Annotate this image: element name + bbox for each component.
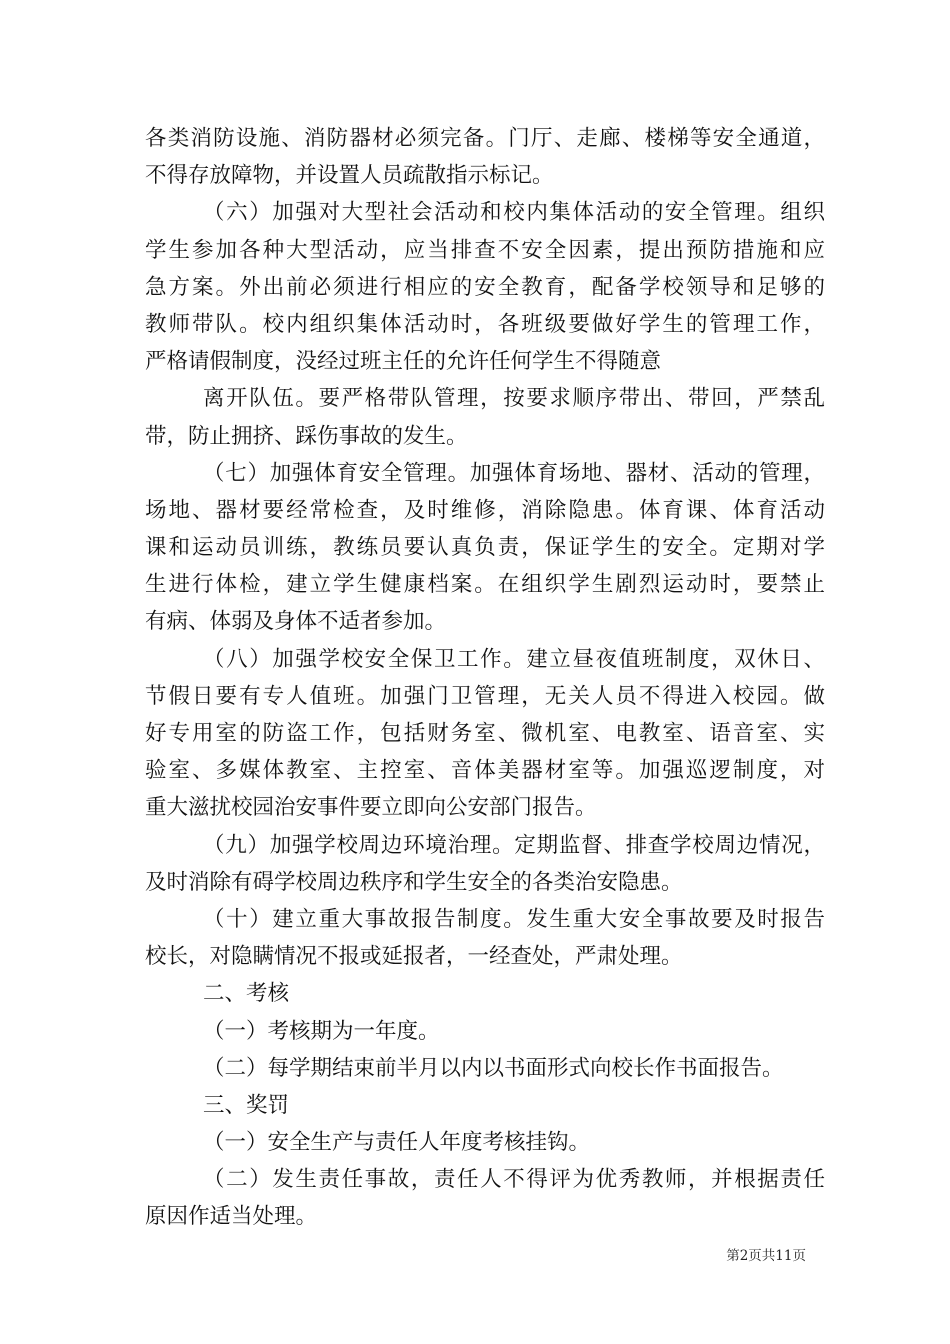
text-line: 严格请假制度，没经过班主任的允许任何学生不得随意	[145, 349, 662, 375]
text-line: （一）安全生产与责任人年度考核挂钩。	[203, 1130, 591, 1156]
text-line: （一）考核期为一年度。	[203, 1018, 440, 1044]
text-line: （八）加强学校安全保卫工作。建立昼夜值班制度，双休日、	[203, 646, 825, 672]
text-line: （二）每学期结束前半月以内以书面形式向校长作书面报告。	[203, 1055, 784, 1081]
body-text	[145, 120, 825, 1236]
text-line: 场地、器材要经常检查，及时维修，消除隐患。体育课、体育活动	[145, 497, 825, 523]
text-line: 有病、体弱及身体不适者参加。	[145, 609, 447, 635]
text-line: 原因作适当处理。	[145, 1204, 318, 1230]
text-line: （十）建立重大事故报告制度。发生重大安全事故要及时报告	[203, 906, 825, 932]
text-line: 重大滋扰校园治安事件要立即向公安部门报告。	[145, 795, 597, 821]
text-line: 不得存放障物，并设置人员疏散指示标记。	[145, 163, 554, 189]
page-number: 第2页共11页	[726, 1248, 806, 1264]
text-line: （九）加强学校周边环境治理。定期监督、排查学校周边情况，	[203, 832, 825, 858]
text-line: 各类消防设施、消防器材必须完备。门厅、走廊、楼梯等安全通道，	[145, 126, 825, 151]
text-line: 课和运动员训练，教练员要认真负责，保证学生的安全。定期对学	[145, 535, 825, 561]
text-line: 带，防止拥挤、踩伤事故的发生。	[145, 423, 468, 449]
text-line: 离开队伍。要严格带队管理，按要求顺序带出、带回，严禁乱	[203, 386, 825, 412]
text-line: 节假日要有专人值班。加强门卫管理，无关人员不得进入校园。做	[145, 683, 825, 709]
text-line: （七）加强体育安全管理。加强体育场地、器材、活动的管理，	[203, 460, 825, 486]
text-line: 好专用室的防盗工作，包括财务室、微机室、电教室、语音室、实	[145, 721, 825, 746]
text-line: 教师带队。校内组织集体活动时，各班级要做好学生的管理工作，	[145, 311, 825, 337]
text-line: 及时消除有碍学校周边秩序和学生安全的各类治安隐患。	[145, 869, 683, 895]
text-line: 生进行体检，建立学生健康档案。在组织学生剧烈运动时，要禁止	[145, 572, 825, 598]
section-heading: 三、奖罚	[203, 1092, 290, 1118]
text-line: （二）发生责任事故，责任人不得评为优秀教师，并根据责任	[203, 1167, 825, 1193]
text-line: 校长，对隐瞒情况不报或延报者，一经查处，严肃处理。	[145, 944, 683, 970]
text-line: （六）加强对大型社会活动和校内集体活动的安全管理。组织	[203, 200, 825, 226]
text-line: 验室、多媒体教室、主控室、音体美器材室等。加强巡逻制度，对	[145, 758, 825, 784]
text-line: 学生参加各种大型活动，应当排查不安全因素，提出预防措施和应	[145, 237, 825, 263]
section-heading: 二、考核	[203, 981, 290, 1007]
text-line: 急方案。外出前必须进行相应的安全教育，配备学校领导和足够的	[145, 274, 825, 300]
